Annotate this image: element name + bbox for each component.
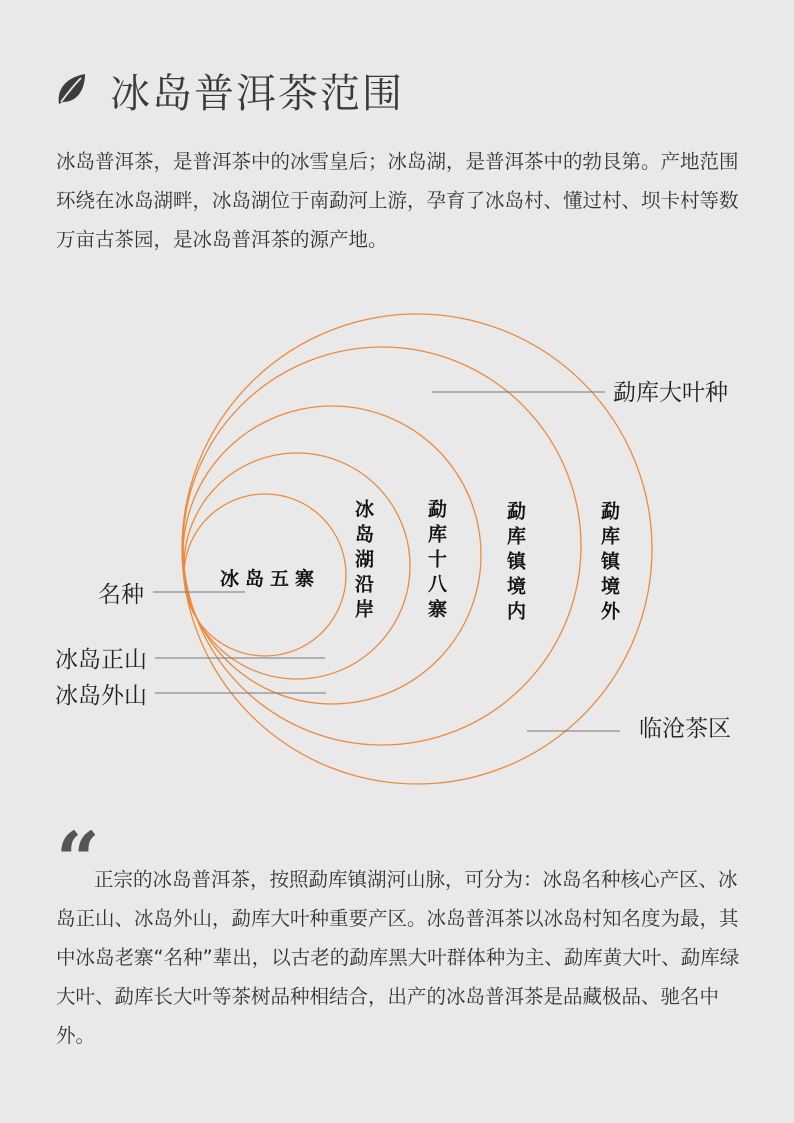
- callout-mengku-large-leaf: 勐库大叶种: [613, 380, 728, 406]
- callout-lincang-tea-region: 临沧茶区: [639, 716, 731, 742]
- callout-bingdao-zhengshan: 冰岛正山: [55, 647, 147, 673]
- quote-paragraph: 正宗的冰岛普洱茶，按照勐库镇湖河山脉，可分为：冰岛名种核心产区、冰岛正山、冰岛外山，勐库大叶种重要产区。冰岛普洱茶以冰岛村知名度为最，其中冰岛老寨“名种”辈出，以古老的勐库黑大叶群体种为主、勐库黄大叶、勐库绿大叶、勐库长大叶等茶树品种相结合，出产的冰岛普洱茶是品藏极品、驰名中外。: [56, 868, 740, 1047]
- callout-famous-variety: 名种: [98, 582, 144, 608]
- page-title: 冰岛普洱茶范围: [110, 71, 404, 117]
- ring-label-2: 冰岛湖沿岸: [352, 499, 374, 624]
- intro-paragraph: 冰岛普洱茶，是普洱茶中的冰雪皇后；冰岛湖，是普洱茶中的勃艮第。产地范围环绕在冰岛湖畔，冰岛湖位于南勐河上游，孕育了冰岛村、懂过村、坝卡村等数万亩古茶园，是冰岛普洱茶的源产地。: [56, 150, 739, 251]
- ring-label-1: 冰岛五寨: [219, 568, 321, 590]
- ring-label-3: 勐库十八寨: [425, 499, 447, 624]
- ring-label-4: 勐库镇境内: [504, 501, 526, 626]
- ring-label-5: 勐库镇境外: [598, 501, 620, 626]
- ring-circle-2: [184, 453, 410, 679]
- leaf-icon: [55, 72, 87, 106]
- tea-region-diagram: [0, 300, 794, 800]
- quote-mark: “: [56, 815, 100, 904]
- callout-bingdao-waishan: 冰岛外山: [55, 683, 147, 709]
